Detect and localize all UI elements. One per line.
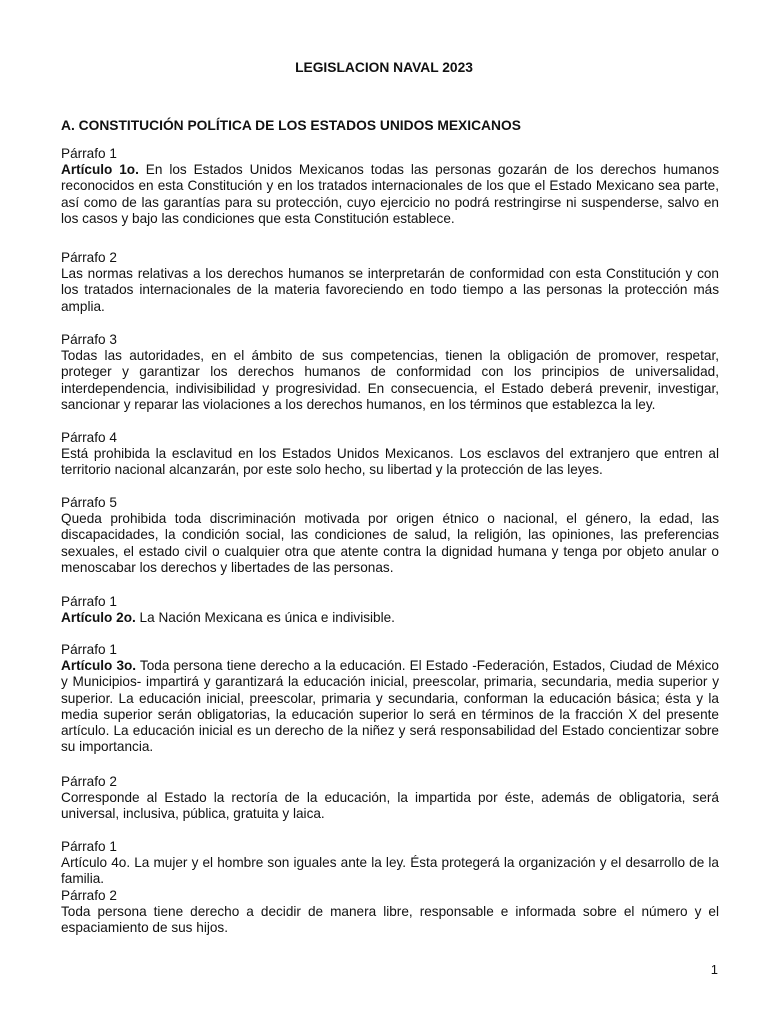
paragraph-label: Párrafo 1	[61, 594, 117, 609]
paragraph-block	[61, 332, 719, 413]
article-number: Artículo 1o.	[61, 162, 139, 178]
paragraph-block	[61, 250, 719, 315]
paragraph-block	[61, 146, 719, 227]
document-title: LEGISLACION NAVAL 2023	[295, 60, 473, 75]
paragraph-text: Artículo 3o. Toda persona tiene derecho a la educación. El Estado -Federación, Estados, Ciudad de México y Municipios- impartirá y garantizará la educación inicial, preescolar, primaria, secundaria, media superior y superior. La educación inicial, preescolar, primaria y secundaria, conforman la educación básica; ésta y la media superior serán obligatorias, la educación superior lo será en términos de la fracción X del presente artículo. La educación inicial es un derecho de la niñez y será responsabilidad del Estado concientizar sobre su importancia.	[61, 658, 719, 755]
paragraph-label: Párrafo 1	[61, 146, 117, 161]
paragraph-label: Párrafo 4	[61, 430, 117, 445]
paragraph-block	[61, 888, 719, 937]
section-heading: A. CONSTITUCIÓN POLÍTICA DE LOS ESTADOS UNIDOS MEXICANOS	[61, 118, 521, 133]
article-number: Artículo 3o.	[61, 658, 137, 674]
paragraph-text: Queda prohibida toda discriminación motivada por origen étnico o nacional, el género, la edad, las discapacidades, la condición social, las condiciones de salud, la religión, las opiniones, las preferencias sexuales, el estado civil o cualquier otra que atente contra la dignidad humana y tenga por objeto anular o menoscabar los derechos y libertades de las personas.	[61, 511, 719, 575]
article-number: Artículo 2o.	[61, 610, 136, 626]
paragraph-text: Artículo 2o. La Nación Mexicana es única e indivisible.	[61, 610, 395, 626]
paragraph-block	[61, 642, 719, 755]
paragraph-label: Párrafo 2	[61, 774, 117, 789]
paragraph-label: Párrafo 5	[61, 495, 117, 510]
paragraph-text: Está prohibida la esclavitud en los Estados Unidos Mexicanos. Los esclavos del extranjero que entren al territorio nacional alcanzarán, por este solo hecho, su libertad y la protección de las leyes.	[61, 446, 719, 478]
paragraph-block	[61, 839, 719, 888]
paragraph-block	[61, 594, 719, 626]
paragraph-text: Las normas relativas a los derechos humanos se interpretarán de conformidad con esta Constitución y con los tratados internacionales de la materia favoreciendo en todo tiempo a las personas la protección más amplia.	[61, 266, 719, 314]
paragraph-text: Artículo 1o. En los Estados Unidos Mexicanos todas las personas gozarán de los derechos humanos reconocidos en esta Constitución y en los tratados internacionales de los que el Estado Mexicano sea parte, así como de las garantías para su protección, cuyo ejercicio no podrá restringirse ni suspenderse, salvo en los casos y bajo las condiciones que esta Constitución establece.	[61, 162, 720, 226]
paragraph-text: Todas las autoridades, en el ámbito de sus competencias, tienen la obligación de promover, respetar, proteger y garantizar los derechos humanos de conformidad con los principios de universalidad, interdependencia, indivisibilidad y progresividad. En consecuencia, el Estado deberá prevenir, investigar, sancionar y reparar las violaciones a los derechos humanos, en los términos que establezca la ley.	[61, 348, 719, 412]
paragraph-text: Corresponde al Estado la rectoría de la educación, la impartida por éste, además de obligatoria, será universal, inclusiva, pública, gratuita y laica.	[61, 790, 719, 822]
paragraph-label: Párrafo 1	[61, 839, 117, 854]
paragraph-label: Párrafo 2	[61, 250, 117, 265]
paragraph-block	[61, 430, 719, 479]
page-number: 1	[710, 962, 718, 977]
paragraph-label: Párrafo 1	[61, 642, 117, 657]
paragraph-block	[61, 774, 719, 823]
paragraph-text: Toda persona tiene derecho a decidir de manera libre, responsable e informada sobre el número y el espaciamiento de sus hijos.	[61, 904, 719, 936]
paragraph-label: Párrafo 3	[61, 332, 117, 347]
paragraph-text: Artículo 4o. La mujer y el hombre son iguales ante la ley. Ésta protegerá la organización y el desarrollo de la familia.	[61, 855, 719, 887]
paragraph-block	[61, 495, 719, 576]
paragraph-label: Párrafo 2	[61, 888, 117, 903]
